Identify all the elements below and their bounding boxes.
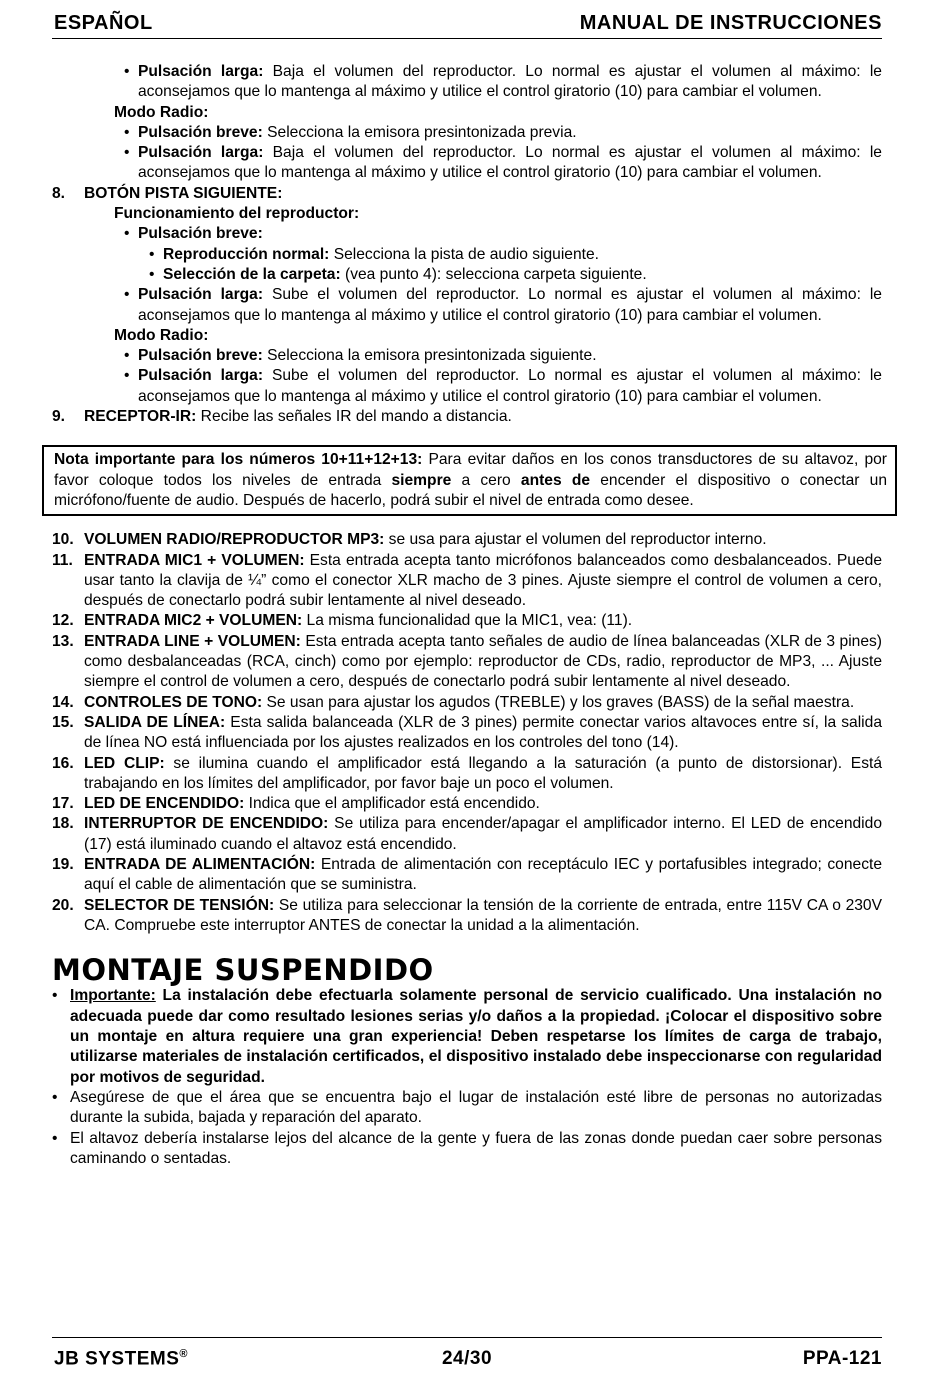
list-item: • Reproducción normal: Selecciona la pista de audio siguiente.: [149, 245, 599, 263]
subheading: Modo Radio:: [114, 103, 209, 121]
numbered-item: 10. VOLUMEN RADIO/REPRODUCTOR MP3: se usa para ajustar el volumen del reproductor interno.: [52, 531, 767, 549]
header-language: ESPAÑOL: [54, 12, 153, 34]
footer-model: PPA-121: [802, 1348, 882, 1369]
subheading: Funcionamiento del reproductor:: [114, 205, 360, 223]
list-item: • Pulsación larga: Sube el volumen del reproductor. Lo normal es ajustar el volumen al máximo: le aconsejamos que lo mantenga al máximo y utilice el control giratorio (10) para cambiar el volumen.: [124, 286, 882, 324]
list-item: • Asegúrese de que el área que se encuentra bajo el lugar de instalación esté libre de personas no autorizadas durante la subida, bajada y reparación del aparato.: [52, 1088, 882, 1127]
numbered-item: 14. CONTROLES DE TONO: Se usan para ajustar los agudos (TREBLE) y los graves (BASS) de la señal maestra.: [52, 693, 855, 711]
numbered-list: [52, 530, 882, 936]
numbered-item: 9. RECEPTOR-IR: Recibe las señales IR del mando a distancia.: [52, 408, 512, 426]
numbered-item: 15. SALIDA DE LÍNEA: Esta salida balanceada (XLR de 3 pines) permite conectar varios altavoces entre sí, la salida de línea NO está influenciada por los ajustes realizados en los controles del tono (14).: [52, 713, 882, 752]
page-header: [52, 10, 882, 39]
page-footer: [52, 1337, 882, 1372]
numbered-item: 11. ENTRADA MIC1 + VOLUMEN: Esta entrada acepta tanto micrófonos balanceados como desbalanceados. Puede usar tanto la clavija de ¼” como el conector XLR macho de 3 pines. Ajuste siempre el control de volumen a cero, después de conectarlo podrá subir lentamente al nivel deseado.: [52, 551, 882, 610]
header-title: MANUAL DE INSTRUCCIONES: [579, 12, 882, 34]
numbered-item: 19. ENTRADA DE ALIMENTACIÓN: Entrada de alimentación con receptáculo IEC y portafusibles integrado; conecte aquí el cable de alimentación que se suministra.: [52, 855, 882, 894]
list-item: • Pulsación larga: Baja el volumen del reproductor. Lo normal es ajustar el volumen al máximo: le aconsejamos que lo mantenga al máximo y utilice el control giratorio (10) para cambiar el volumen.: [124, 144, 882, 182]
numbered-item: 8. BOTÓN PISTA SIGUIENTE:: [52, 184, 283, 202]
important-note-box: Nota importante para los números 10+11+12+13: Para evitar daños en los conos transductores de su altavoz, por favor coloque todos los niveles de entrada siempre a cero antes de encender el dispositivo o conectar un micrófono/fuente de audio. Después de hacerlo, podrá subir el nivel de entrada como desee.: [42, 445, 897, 516]
list-item: • Importante: La instalación debe efectuarla solamente personal de servicio cualificado. Una instalación no adecuada puede dar como resultado lesiones serias y/o daños a la propiedad. ¡Colocar el dispositivo sobre un montaje en altura requiere una gran experiencia! Deben respetarse los límites de carga de trabajo, utilizarse materiales de instalación certificados, el dispositivo instalado debe inspeccionarse con regularidad por motivos de seguridad.: [52, 987, 882, 1086]
page-body: [52, 62, 887, 1169]
list-item: • Pulsación larga: Baja el volumen del reproductor. Lo normal es ajustar el volumen al máximo: le aconsejamos que lo mantenga al máximo y utilice el control giratorio (10) para cambiar el volumen.: [124, 63, 882, 101]
numbered-item: 16. LED CLIP: se ilumina cuando el amplificador está llegando a la saturación (a punto de distorsionar). Está trabajando en los límites del amplificador, por favor baje un poco el volumen.: [52, 754, 883, 792]
numbered-item: 12. ENTRADA MIC2 + VOLUMEN: La misma funcionalidad que la MIC1, vea: (11).: [52, 612, 633, 630]
list-item: • El altavoz debería instalarse lejos del alcance de la gente y fuera de las zonas donde puedan caer sobre personas caminando o sentadas.: [52, 1129, 882, 1167]
section-title: MONTAJE SUSPENDIDO: [52, 953, 434, 988]
numbered-item: 20. SELECTOR DE TENSIÓN: Se utiliza para seleccionar la tensión de la corriente de entrada, entre 115V CA o 230V CA. Compruebe este interruptor ANTES de conectar la unidad a la alimentación.: [52, 896, 882, 934]
list-item: • Pulsación breve:: [124, 225, 263, 243]
list-item: • Selección de la carpeta: (vea punto 4): selecciona carpeta siguiente.: [149, 265, 647, 283]
subheading: Modo Radio:: [114, 326, 209, 344]
numbered-item: 18. INTERRUPTOR DE ENCENDIDO: Se utiliza para encender/apagar el amplificador interno. El LED de encendido (17) está iluminado cuando el altavoz está encendido.: [52, 815, 882, 853]
list-item: • Pulsación larga: Sube el volumen del reproductor. Lo normal es ajustar el volumen al máximo: le aconsejamos que lo mantenga al máximo y utilice el control giratorio (10) para cambiar el volumen.: [124, 367, 882, 405]
list-item: • Pulsación breve: Selecciona la emisora presintonizada siguiente.: [124, 347, 597, 365]
page-number: 24/30: [441, 1348, 493, 1369]
list-item: • Pulsación breve: Selecciona la emisora presintonizada previa.: [124, 123, 577, 141]
numbered-item: 17. LED DE ENCENDIDO: Indica que el amplificador está encendido.: [52, 795, 540, 813]
footer-brand: JB SYSTEMS®: [54, 1348, 188, 1370]
numbered-item: 13. ENTRADA LINE + VOLUMEN: Esta entrada acepta tanto señales de audio de línea balanceadas (XLR de 3 pines) como desbalanceadas (RCA, cinch) como por ejemplo: reproductor de CDs, radio, reproductor de MP3, ... Ajuste siempre el control de volumen a cero, después de conectarlo podrá subir lentamente al nivel deseado.: [52, 632, 882, 691]
